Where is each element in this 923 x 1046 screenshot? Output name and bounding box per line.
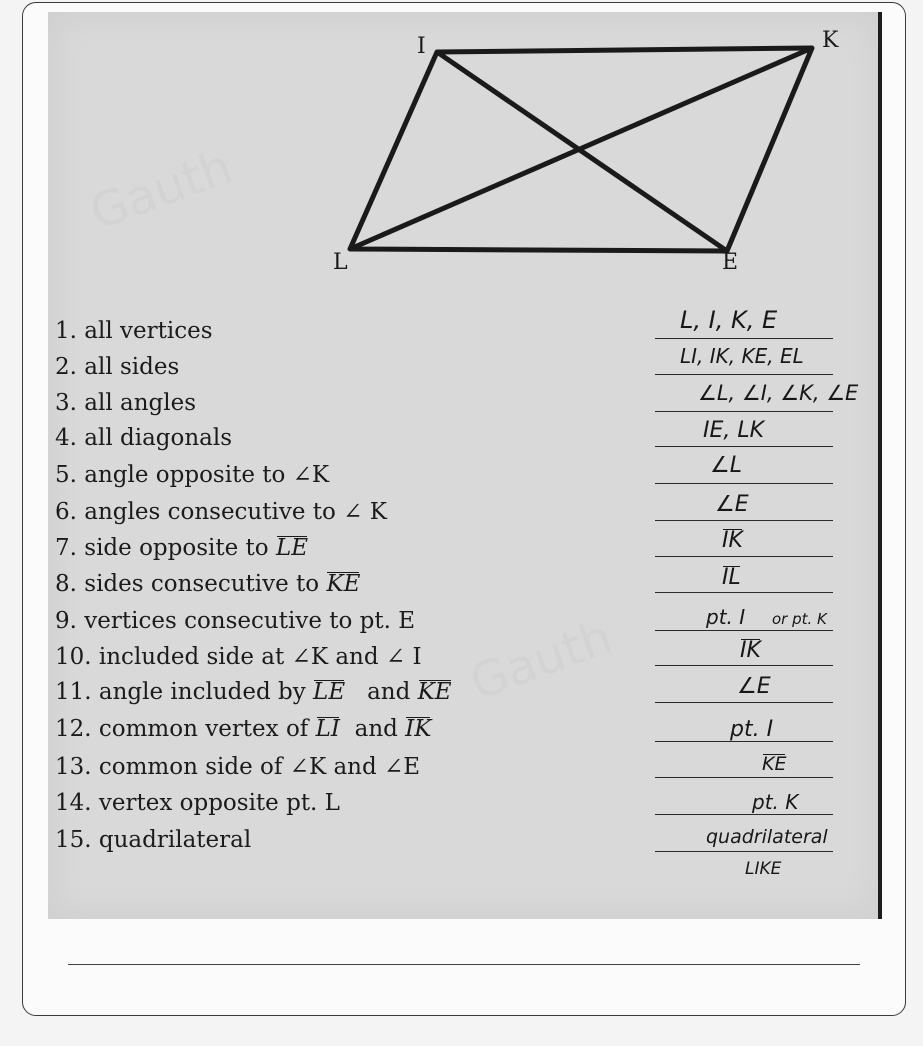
question-number: 1. bbox=[55, 318, 77, 344]
question-15 bbox=[55, 827, 251, 853]
question-text: vertex opposite pt. L bbox=[98, 790, 340, 816]
answer-line bbox=[655, 630, 833, 631]
answer-line bbox=[655, 702, 833, 703]
answer-15-extra: LIKE bbox=[745, 859, 782, 879]
answer-line bbox=[655, 374, 833, 375]
segment-label: LI bbox=[315, 716, 340, 742]
question-5 bbox=[55, 462, 329, 488]
vertex-label-I: I bbox=[417, 34, 426, 59]
question-connector: and bbox=[367, 679, 411, 705]
question-number: 14. bbox=[55, 790, 92, 816]
answer-5: ∠L bbox=[710, 453, 742, 478]
answer-11: ∠E bbox=[737, 674, 771, 699]
answer-3: ∠L, ∠I, ∠K, ∠E bbox=[698, 381, 859, 405]
question-7 bbox=[55, 535, 308, 561]
question-text: included side at ∠K and ∠ I bbox=[98, 644, 422, 670]
segment-label: LE bbox=[313, 679, 346, 705]
question-text: common vertex of bbox=[98, 716, 309, 742]
question-text: angle opposite to ∠K bbox=[84, 462, 330, 488]
segment-label: KE bbox=[326, 571, 361, 597]
question-2 bbox=[55, 354, 179, 380]
segment-label: KE bbox=[417, 679, 452, 705]
question-number: 9. bbox=[55, 608, 77, 634]
question-number: 3. bbox=[55, 390, 77, 416]
answer-line bbox=[655, 777, 833, 778]
answer-9: pt. I bbox=[706, 605, 746, 629]
question-10 bbox=[55, 644, 422, 670]
question-11 bbox=[55, 679, 452, 705]
answer-4: IE, LK bbox=[703, 418, 765, 443]
question-number: 11. bbox=[55, 679, 92, 705]
question-number: 5. bbox=[55, 462, 77, 488]
question-text: angles consecutive to ∠ K bbox=[84, 499, 387, 525]
question-text: all diagonals bbox=[84, 425, 233, 451]
question-12 bbox=[55, 716, 431, 742]
question-1 bbox=[55, 318, 213, 344]
question-text: common side of ∠K and ∠E bbox=[98, 754, 421, 780]
answer-line bbox=[655, 338, 833, 339]
answer-14: pt. K bbox=[752, 790, 799, 814]
answer-15: quadrilateral bbox=[706, 826, 828, 848]
question-text: all sides bbox=[84, 354, 180, 380]
answer-8: IL bbox=[722, 565, 741, 590]
watermark: Gauth bbox=[82, 138, 240, 242]
answer-line bbox=[655, 520, 833, 521]
answer-line bbox=[655, 556, 833, 557]
vertex-label-E: E bbox=[722, 250, 739, 275]
question-text: all vertices bbox=[84, 318, 213, 344]
question-9 bbox=[55, 608, 415, 634]
question-number: 8. bbox=[55, 571, 77, 597]
question-8 bbox=[55, 571, 360, 597]
question-number: 7. bbox=[55, 535, 77, 561]
answer-7: IK bbox=[722, 528, 743, 553]
answer-line bbox=[655, 592, 833, 593]
question-4 bbox=[55, 425, 232, 451]
answer-1: L, I, K, E bbox=[680, 306, 778, 334]
question-3 bbox=[55, 390, 196, 416]
segment-label: LE bbox=[275, 535, 309, 561]
question-13 bbox=[55, 754, 420, 780]
answer-line bbox=[655, 851, 833, 852]
answer-13: KE bbox=[762, 753, 787, 775]
question-text: sides consecutive to bbox=[84, 571, 320, 597]
question-number: 2. bbox=[55, 354, 77, 380]
question-connector: and bbox=[354, 716, 398, 742]
answer-10: IK bbox=[740, 638, 761, 663]
answer-line bbox=[655, 483, 833, 484]
watermark: Gauth bbox=[462, 608, 620, 712]
question-number: 4. bbox=[55, 425, 77, 451]
bottom-divider bbox=[68, 964, 860, 965]
answer-6: ∠E bbox=[715, 492, 749, 517]
answer-line bbox=[655, 411, 833, 412]
vertex-label-K: K bbox=[822, 28, 839, 53]
question-number: 10. bbox=[55, 644, 92, 670]
answer-2: LI, IK, KE, EL bbox=[680, 344, 804, 368]
question-number: 12. bbox=[55, 716, 92, 742]
segment-label: IK bbox=[405, 716, 432, 742]
question-text: quadrilateral bbox=[98, 827, 252, 853]
question-number: 13. bbox=[55, 754, 92, 780]
question-14 bbox=[55, 790, 340, 816]
answer-line bbox=[655, 814, 833, 815]
diagonal-IE bbox=[437, 52, 727, 251]
question-text: all angles bbox=[84, 390, 197, 416]
question-6 bbox=[55, 499, 387, 525]
answer-9-extra: or pt. K bbox=[772, 610, 827, 628]
question-text: angle included by bbox=[98, 679, 306, 705]
answer-line bbox=[655, 446, 833, 447]
vertex-label-L: L bbox=[333, 250, 348, 275]
question-text: side opposite to bbox=[84, 535, 269, 561]
question-number: 15. bbox=[55, 827, 92, 853]
question-text: vertices consecutive to pt. E bbox=[84, 608, 416, 634]
answer-12: pt. I bbox=[730, 717, 774, 742]
question-number: 6. bbox=[55, 499, 77, 525]
answer-line bbox=[655, 665, 833, 666]
